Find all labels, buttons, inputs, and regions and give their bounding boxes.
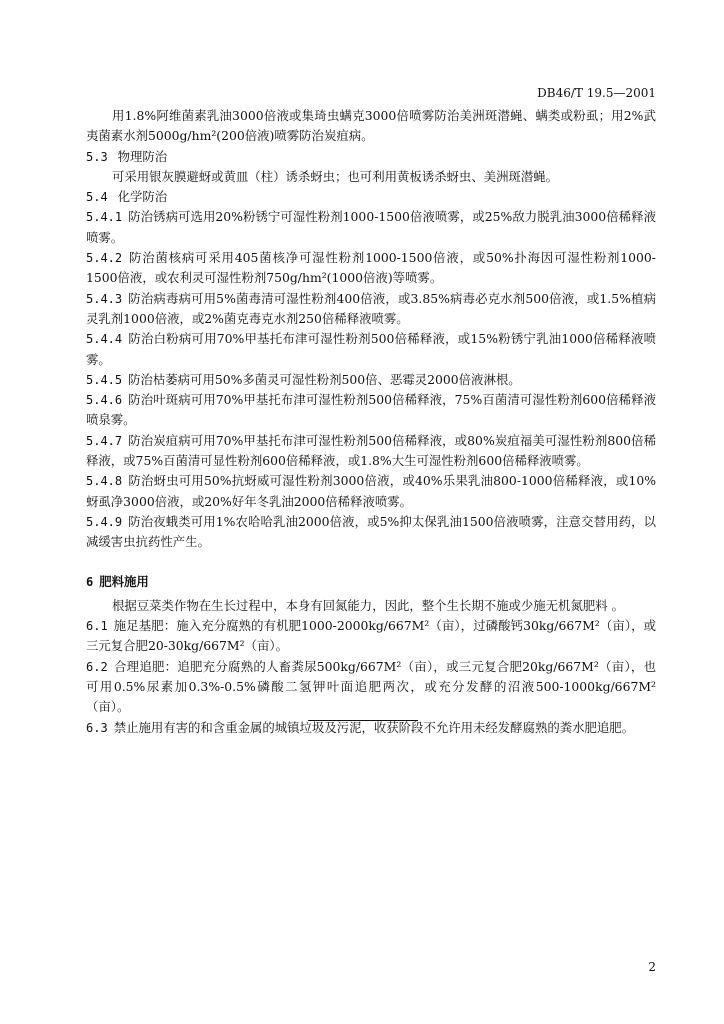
section-number: 6 <box>86 574 94 589</box>
spacer <box>86 553 656 572</box>
clause-text: 防治炭疽病可用70%甲基托布津可湿性粉剂500倍稀释液，或80%炭疽福美可湿性粉剂800倍稀释液，或75%百菌清可显性粉剂600倍稀释液，或1.8%大生可湿性粉剂600倍稀释液喷雾。 <box>86 432 656 469</box>
section-heading-5-3 <box>86 147 656 167</box>
paragraph-5-3: 可采用银灰膜避蚜或黄皿（柱）诱杀蚜虫；也可利用黄板诱杀蚜虫、美洲斑潜蝇。 <box>112 168 559 184</box>
clause-text: 施足基肥：施入充分腐熟的有机肥1000-2000kg/667M²（亩），过磷酸钙30kg/667M²（亩），或三元复合肥20-30kg/667M²（亩）。 <box>86 618 656 654</box>
clause-number: 5.4.7 <box>86 433 123 448</box>
clause-number: 5.4.6 <box>86 393 123 408</box>
clause-text: 防治枯萎病可用50%多菌灵可湿性粉剂500倍、恶霉灵2000倍液淋根。 <box>128 371 521 387</box>
clause-text: 防治菌核病可采用405菌核净可湿性粉剂1000-1500倍液，或50%扑海因可湿性粉剂1000-1500倍液，或农利灵可湿性粉剂750g/hm²(1000倍液)等喷雾。 <box>86 250 656 286</box>
clause-text: 防治叶斑病可用70%甲基托布津可湿性粉剂500倍稀释液，75%百菌清可湿性粉剂600倍稀释液喷泉雾。 <box>86 392 656 428</box>
clause-text: 防治病毒病可用5%菌毒清可湿性粉剂400倍液，或3.85%病毒必克水剂500倍液，或1.5%植病灵乳剂1000倍液，或2%菌克毒克水剂250倍稀释液喷雾。 <box>86 290 657 326</box>
clause-number: 5.4.5 <box>86 372 123 387</box>
document-body <box>86 106 656 738</box>
clause-number: 5.4.2 <box>86 251 123 266</box>
clause-5-4-6 <box>86 390 656 431</box>
paragraph-6: 根据豆菜类作物在生长过程中，本身有回氮能力，因此，整个生长期不施或少施无机氮肥料 。 <box>112 597 624 613</box>
clause-number: 6.1 <box>86 619 108 634</box>
clause-5-4-1 <box>86 207 656 248</box>
section-number: 5.3 <box>86 149 108 164</box>
clause-number: 5.4.8 <box>86 474 123 489</box>
clause-text: 禁止施用有害的和含重金属的城镇垃圾及污泥，收获阶段不允许用未经发酵腐熟的粪水肥追肥。 <box>113 719 635 735</box>
clause-number: 5.4.1 <box>86 210 123 225</box>
clause-text: 防治白粉病可用70%甲基托布津可湿性粉剂500倍稀释液，或15%粉锈宁乳油1000倍稀释液喷雾。 <box>86 331 656 367</box>
clause-6-1 <box>86 616 656 657</box>
clause-number: 5.4.9 <box>86 514 123 529</box>
clause-number: 5.4.4 <box>86 332 123 347</box>
clause-5-4-8 <box>86 471 656 512</box>
clause-5-4-7 <box>86 431 656 472</box>
standard-number: DB46/T 19.5—2001 <box>537 86 656 100</box>
clause-number: 5.4.3 <box>86 291 123 306</box>
clause-text: 防治夜蛾类可用1%农哈哈乳油2000倍液，或5%抑太保乳油1500倍液喷雾，注意交替用药，以减缓害虫抗药性产生。 <box>86 513 656 550</box>
clause-5-4-2 <box>86 248 656 289</box>
section-number: 5.4 <box>86 190 108 205</box>
clause-number: 6.3 <box>86 720 108 735</box>
section-heading-6 <box>86 572 656 592</box>
section-title: 肥料施用 <box>99 573 149 589</box>
section-title: 化学防治 <box>117 189 168 205</box>
clause-text: 防治锈病可选用20%粉锈宁可湿性粉剂1000-1500倍液喷雾，或25%敌力脱乳油3000倍稀释液喷雾。 <box>86 209 656 245</box>
clause-text: 防治蚜虫可用50%抗蚜威可湿性粉剂3000倍液，或40%乐果乳油800-1000倍稀释液，或10%蚜虱净3000倍液，或20%好年冬乳油2000倍稀释液喷雾。 <box>86 473 656 509</box>
clause-5-4-3 <box>86 289 656 330</box>
clause-5-4-5 <box>86 370 656 390</box>
clause-text: 合理追肥：追肥充分腐熟的人畜粪尿500kg/667M²（亩），或三元复合肥20kg/667M²（亩），也可用0.5%尿素加0.3%-0.5%磷酸二氢钾叶面追肥两次，或充分发酵的沼液500-1000kg/667M²（亩）。 <box>86 658 656 715</box>
paragraph-intro: 用1.8%阿维菌素乳油3000倍液或集琦虫螨克3000倍喷雾防治美洲斑潜蝇、螨类或粉虱；用2%武夷菌素水剂5000g/hm²(200倍液)喷雾防治炭疽病。 <box>86 108 656 144</box>
clause-5-4-9 <box>86 512 656 553</box>
section-heading-5-4 <box>86 187 656 207</box>
clause-5-4-4 <box>86 329 656 370</box>
section-title: 物理防治 <box>117 148 168 164</box>
clause-number: 6.2 <box>86 659 108 674</box>
clause-6-2 <box>86 657 656 718</box>
end-divider <box>308 720 418 721</box>
page-number: 2 <box>648 960 656 974</box>
